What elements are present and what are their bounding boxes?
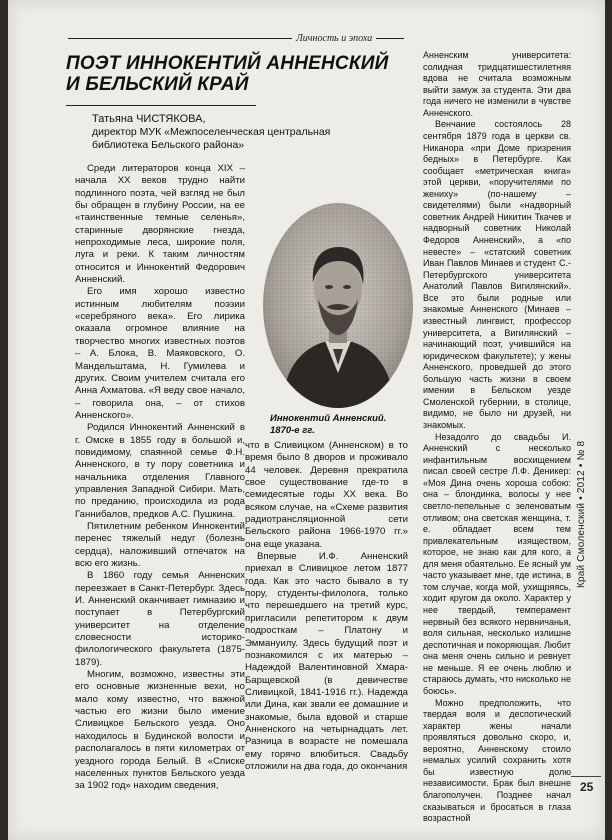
paragraph: Впервые И.Ф. Анненский приехал в Сливицкое летом 1877 года. Как это часто бывало в ту пору, студенты-филолога, только что перешедшего на третий курс, пригласили репетитором к двум подросткам – Платону и Эммануилу. Здесь будущий поэт и познакомился с их матерью – Надеждой Валентиновной Хмара-Барщевской (в девичестве Сливицкой, 1841-1916 гг.). Надежда или Дина, как звали ее домашние и знакомые, была вдовой и старше Анненского на четырнадцать лет. Разница в возрасте не помешала ему горячо влюбиться. Свадьбу отложили на два года, до окончания: [245, 551, 408, 772]
journal-label: Край Смоленский • 2012 • № 8: [576, 440, 587, 588]
paragraph: Родился Иннокентий Анненский в г. Омске в 1855 году в большой и, повидимому, спаянной семье Ф.Н. Анненского, в ту пору советника и начальника отделения Главного управления Западной Сибири. Мать, по преданию, происходила из рода Ганнибалов, предков А.С. Пушкина.: [75, 422, 245, 520]
title-line-1: ПОЭТ ИННОКЕНТИЙ АННЕНСКИЙ: [66, 53, 389, 74]
text-column-1: [75, 163, 245, 793]
portrait-photo: [263, 203, 413, 408]
author-name: Татьяна ЧИСТЯКОВА,: [92, 113, 206, 125]
page-number: 25: [580, 780, 594, 794]
article-title: [66, 53, 406, 95]
paragraph: В 1860 году семья Анненских переезжает в Санкт-Петербург. Здесь И. Анненский оканчивает гимназию и поступает в Петербургский университет на отделение словесности историко-филологического факультета (1875-1879).: [75, 570, 245, 668]
text-column-3: [423, 50, 571, 825]
magazine-page: [8, 0, 605, 840]
paragraph: Пятилетним ребенком Иннокентий перенес тяжелый недуг (болезнь сердца), наложивший отпечаток на всю его жизнь.: [75, 520, 245, 569]
title-rule: [66, 105, 256, 106]
paragraph: Среди литераторов конца XIX – начала XX веков трудно найти подлинного поэта, чей взгляд не был бы обращен в глубину России, на ее «таинственные темные селенья», старинные дворянские гнезда, непроходимые леса, широкие поля, луга и реки. К таким личностям относится и Иннокентий Федорович Анненский.: [75, 163, 245, 286]
footer-rule: [571, 776, 601, 777]
paragraph: Незадолго до свадьбы И. Анненский с несколько инфантильным восхищением писал своей сестре Л.Ф. Деникер: «Моя Дина очень хороша собою: она – блондинка, волосы у нее светло-пепельные с зеленоватым отливом; она светская женщина, т. е. обладает всем тем привлекательным изяществом, которое, не знаю как для кого, а для меня обаятельно. Ее ясный ум часто указывает мне, где истина, в том случае, когда мой, ухищряясь, ходит кругом да около. Характер у нее твердый, темперамент нервный без всякого нервничанья, воля сильная, несколько излишне деспотичная и покоряющая. Любит она меня очень сильно и ревнует не меньше. Я ее очень люблю и стараюсь думать, что нисколько не боюсь».: [423, 431, 571, 696]
section-label: Личность и эпоха: [292, 33, 376, 44]
author-position: директор МУК «Межпоселенческая центральная библиотека Бельского района»: [92, 126, 331, 151]
paragraph: Венчание состоялось 28 сентября 1879 года в церкви св. Никанора «при Доме призрения бедных» в Петербурге. Как сообщает «метрическая книга» этой церкви, «поручителями по жениху» (по-нашему – свидетелями) были «надворный советник Андрей Никитин Ткачев и надворный советник Николай Федоров Анненский», а «по невесте» – «статский советник Иван Павлов Минаев и студент С.-Петербургского университета Анатолий Павлов Вигилянский». Все это были родные или знакомые Анненского (Минаев – известный лингвист, профессор университета, а Вигилянский – начинающий поэт, учившийся на юридическом факультете); у жены Анненского, проведшей до этого большую часть жизни в своем имении в Бельском уезде Смоленской губернии, в столице, видимо, не было ни друзей, ни знакомых.: [423, 119, 571, 430]
author-block: [92, 113, 332, 152]
paragraph: Его имя хорошо известно истинным любителям поэзии «серебряного века». Его лирика оказала огромное влияние на творчество многих известных поэтов – А. Блока, В. Маяковского, О. Мандельштама, Н. Гумилева и других. Своим учителем считала его Анна Ахматова. «Я веду свое начало, – говорила она, – от стихов Анненского».: [75, 286, 245, 421]
paragraph: что в Сливицком (Анненском) в то время было 8 дворов и проживало 44 человек. Деревня прекратила свое существование где-то в семидесятые годы XX века. Во всяком случае, на «Схеме развития радиотрансляционной сети Бельского района 1966-1970 гг.» она еще указана.: [245, 440, 408, 550]
paragraph: Анненским университета: солидная тридцатишестилетняя вдова не считала возможным выйти замуж за студента. Эти два года ничего не изменили в чувстве Анненского.: [423, 50, 571, 118]
portrait-caption: Иннокентий Анненский. 1870-е гг.: [270, 413, 387, 436]
paragraph: Можно предположить, что твердая воля и деспотический характер жены начали проявляться довольно скоро, и, вероятно, Анненскому стоило немалых усилий сохранить хотя бы известную долю независимости. Брак был внешне благополучен. Позднее начал сказываться и бросаться в глаза возрастной: [423, 697, 571, 824]
text-column-2: [245, 440, 408, 773]
paragraph: Многим, возможно, известны эти его основные жизненные вехи, но мало кому известно, что важной частью его жизни было имение Сливицкое Бельского уезда. Оно находилось в Будинской волости и располагалось в пяти километрах от уездного города Белый. В «Списке населенных пунктов Бельского уезда за 1902 год» находим сведения,: [75, 669, 245, 792]
title-line-2: И БЕЛЬСКИЙ КРАЙ: [66, 74, 249, 95]
